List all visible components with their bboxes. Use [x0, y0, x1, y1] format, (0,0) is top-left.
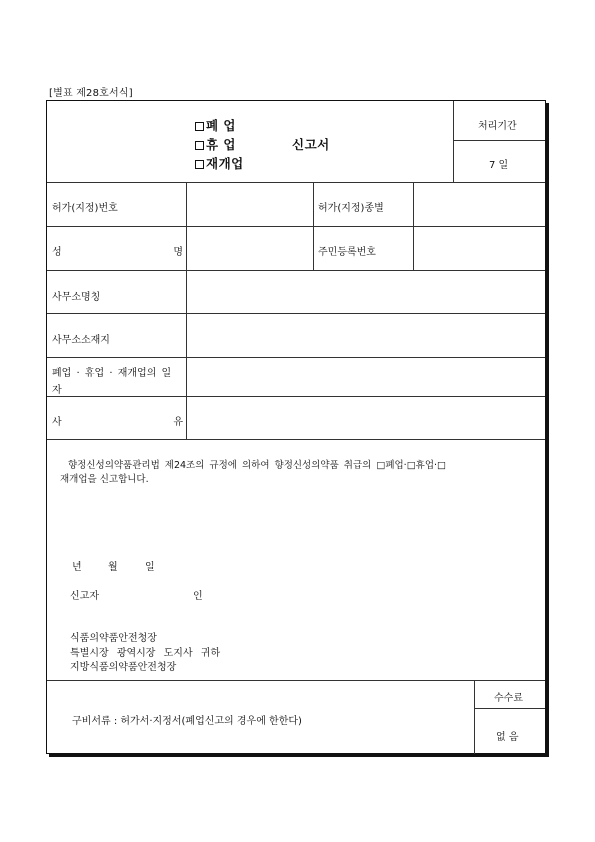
resident-number-field[interactable]	[415, 228, 544, 269]
statement-text: 향정신성의약품관리법 제24조의 규정에 의하여 향정신성의약품 취급의 □폐업·□휴업·□	[68, 460, 447, 471]
addressee-line-3: 지방식품의약품안전청장	[70, 662, 177, 673]
header-divider	[453, 101, 454, 182]
checkbox-reopen[interactable]	[195, 160, 204, 169]
processing-period-label: 처리기간	[478, 121, 517, 132]
row-line	[47, 439, 545, 440]
fee-column-divider	[474, 680, 475, 754]
attachments-text: 구비서류 : 허가서·지정서(폐업신고의 경우에 한한다)	[72, 716, 302, 727]
name-label: 성 명	[52, 247, 183, 258]
mid-column-divider	[313, 182, 314, 270]
document-title: 신고서	[292, 137, 330, 152]
office-address-field[interactable]	[188, 315, 544, 356]
reporter-label: 신고자	[70, 591, 99, 602]
row-line	[47, 396, 545, 397]
row-line	[47, 313, 545, 314]
row-line	[47, 680, 545, 681]
checkbox-suspension[interactable]	[195, 141, 204, 150]
row-line	[47, 270, 545, 271]
seal-mark: 인	[193, 591, 203, 602]
processing-divider	[453, 140, 545, 141]
row-line	[47, 182, 545, 183]
row-line	[47, 226, 545, 227]
office-address-label: 사무소소재지	[52, 335, 110, 346]
label-column-divider	[186, 182, 187, 439]
fee-value: 없 음	[496, 732, 519, 743]
frame-shadow-right	[546, 103, 549, 757]
frame-shadow-bottom	[49, 754, 549, 757]
office-name-field[interactable]	[188, 272, 544, 312]
fee-label: 수수료	[494, 693, 523, 704]
mid-column-divider-2	[413, 182, 414, 270]
name-field[interactable]	[188, 228, 312, 269]
processing-period-value: 7 일	[489, 160, 509, 171]
office-name-label: 사무소명칭	[52, 292, 101, 303]
row-line	[47, 357, 545, 358]
reason-field[interactable]	[188, 398, 544, 438]
date-year-label: 년	[72, 562, 82, 573]
date-day-label: 일	[145, 562, 155, 573]
reason-label: 사 유	[52, 417, 183, 428]
form-number-label: [별표 제28호서식]	[49, 88, 133, 99]
statement-text-line2: 재개업을 신고합니다.	[60, 474, 149, 485]
permit-number-label: 허가(지정)번호	[52, 203, 118, 214]
closure-date-field[interactable]	[188, 359, 544, 395]
permit-number-field[interactable]	[188, 184, 312, 225]
date-month-label: 월	[108, 562, 118, 573]
checkbox-closure[interactable]	[195, 122, 204, 131]
addressee-line-1: 식품의약품안전청장	[70, 633, 157, 644]
permit-type-field[interactable]	[415, 184, 544, 225]
permit-type-label: 허가(지정)종별	[318, 203, 384, 214]
resident-number-label: 주민등록번호	[318, 247, 376, 258]
option-closure: 폐 업	[195, 116, 236, 134]
addressee-line-2: 특별시장 광역시장 도지사 귀하	[70, 648, 221, 659]
fee-divider	[474, 708, 545, 709]
option-suspension: 휴 업	[195, 135, 236, 153]
option-reopen: 재개업	[195, 154, 244, 172]
closure-date-label: 폐업 · 휴업 · 재개업의 일 자	[52, 368, 172, 396]
